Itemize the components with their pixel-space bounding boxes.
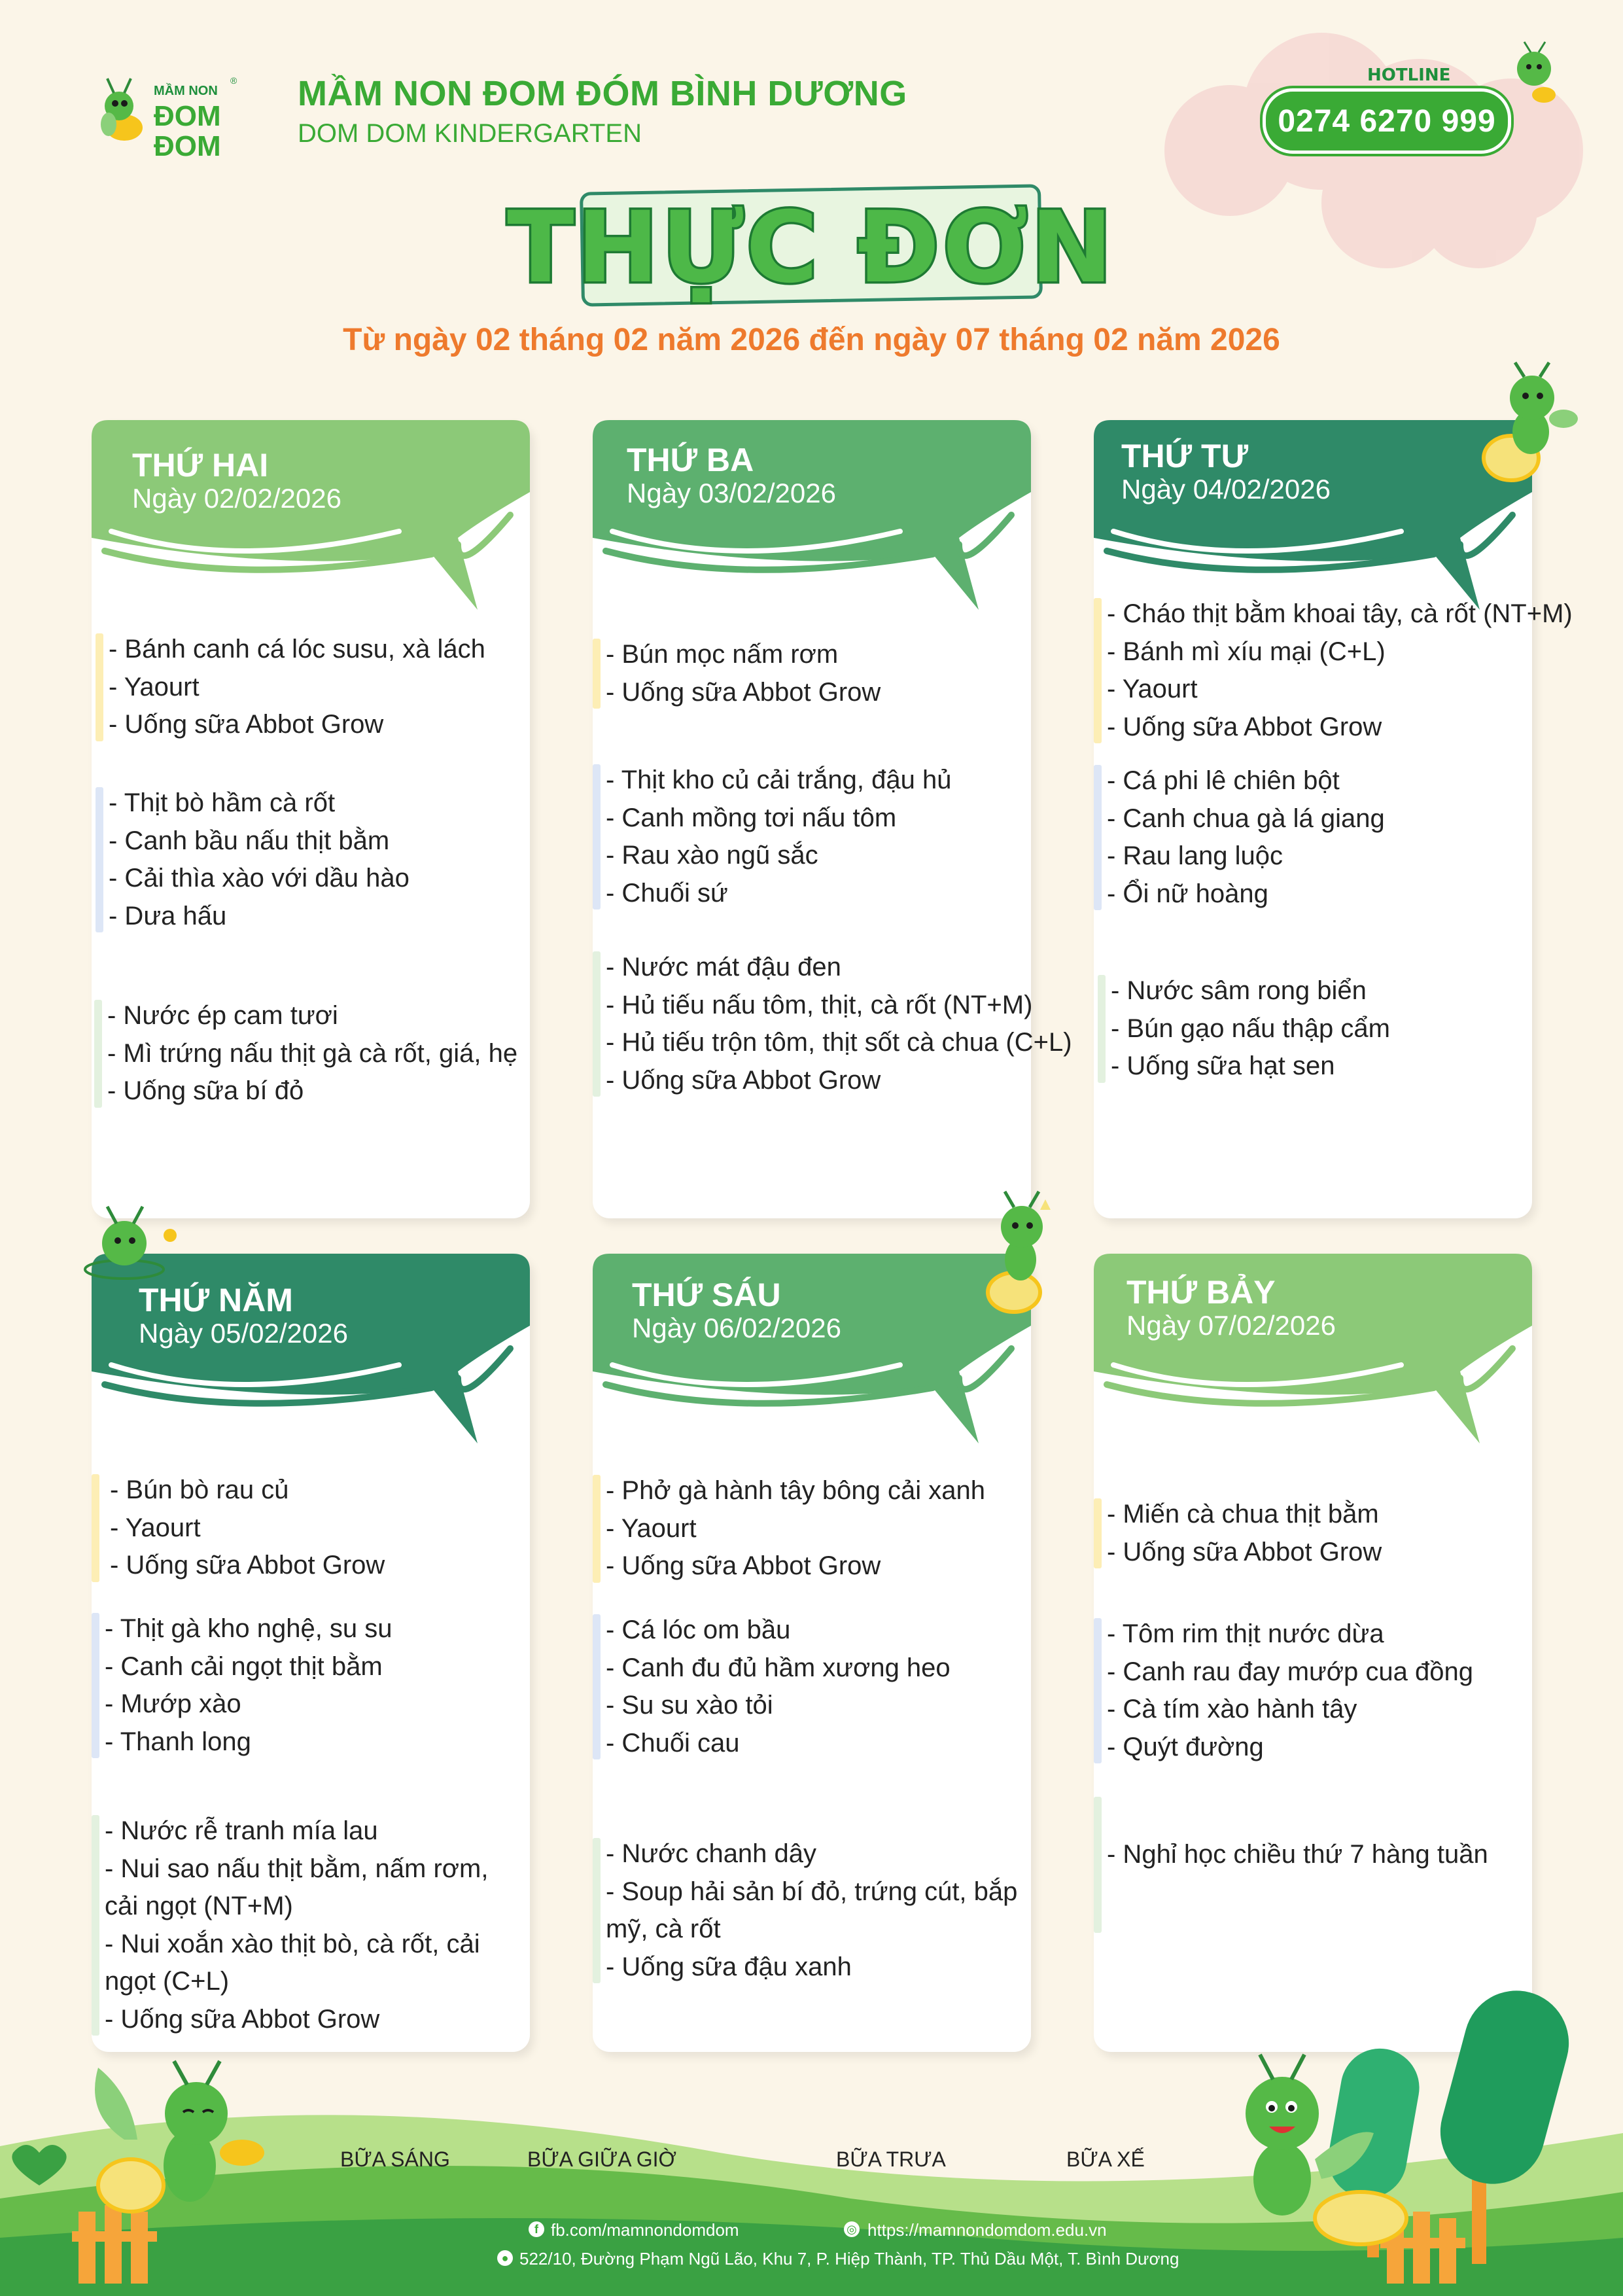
day-name: THỨ BẢY (1126, 1274, 1276, 1311)
menu-item: - Yaourt (606, 1513, 697, 1543)
day-card-monday (92, 420, 530, 1218)
menu-item: - Uống sữa bí đỏ (107, 1076, 304, 1105)
day-name: THỨ TƯ (1121, 438, 1249, 474)
firefly-mascot-icon (1472, 360, 1583, 491)
legend-breakfast: BỮA SÁNG (340, 2147, 450, 2171)
firefly-logo-icon (101, 79, 143, 141)
facebook-icon[interactable]: f (529, 2221, 544, 2237)
menu-item: - Bún gạo nấu thập cẩm (1111, 1014, 1390, 1043)
svg-text:ĐOM: ĐOM (154, 130, 221, 162)
snack-marker (92, 1613, 99, 1758)
menu-item: - Yaourt (110, 1513, 201, 1542)
menu-item: - Su su xào tỏi (606, 1691, 773, 1720)
menu-item: - Canh mồng tơi nấu tôm (606, 803, 897, 832)
menu-item: - Cá phi lê chiên bột (1107, 766, 1340, 795)
menu-item: - Yaourt (1107, 675, 1198, 703)
location-icon: ● (497, 2250, 513, 2266)
menu-item: - Thịt gà kho nghệ, su su (105, 1614, 393, 1643)
meal-breakfast (1094, 595, 1573, 746)
menu-item: - Rau xào ngũ sắc (606, 841, 818, 870)
day-date: Ngày 03/02/2026 (627, 478, 836, 508)
menu-item: - Miến cà chua thịt bằm (1107, 1500, 1379, 1528)
legend-lunch: BỮA TRƯA (836, 2147, 946, 2171)
day-name: THỨ NĂM (139, 1282, 293, 1318)
lunch-marker (593, 951, 601, 1097)
menu-item: - Thịt kho củ cải trắng, đậu hủ (606, 766, 952, 794)
svg-text:ĐOM: ĐOM (154, 100, 221, 132)
menu-item: - Cá lóc om bầu (606, 1616, 791, 1644)
menu-item: - Nui sao nấu thịt bằm, nấm rơm, cải ngọt (NT+M) (105, 1854, 489, 1920)
menu-item: - Quýt đường (1107, 1732, 1264, 1761)
menu-item: - Uống sữa đậu xanh (606, 1952, 852, 1981)
meal-breakfast (92, 1472, 385, 1585)
meal-lunch (593, 949, 1072, 1099)
menu-item: - Uống sữa hạt sen (1111, 1051, 1335, 1080)
menu-item: - Hủ tiếu trộn tôm, thịt sốt cà chua (C+L) (606, 1028, 1072, 1057)
day-card-wednesday (1094, 420, 1573, 1218)
hotline-number: 0274 6270 999 (1278, 103, 1496, 139)
menu-item: - Chuối cau (606, 1728, 740, 1757)
menu-item: - Canh rau đay mướp cua đồng (1107, 1657, 1473, 1686)
menu-item: - Canh chua gà lá giang (1107, 804, 1385, 833)
menu-item: - Nước mát đậu đen (606, 953, 841, 981)
breakfast-marker (593, 1475, 601, 1583)
day-name: THỨ HAI (132, 447, 269, 484)
meal-lunch (1098, 972, 1390, 1086)
menu-item: - Thanh long (105, 1727, 251, 1756)
snack-marker (1094, 765, 1102, 910)
breakfast-marker (1094, 598, 1102, 743)
meal-snack (92, 1610, 393, 1761)
menu-item: - Tôm rim thịt nước dừa (1107, 1619, 1384, 1648)
menu-item: - Mì trứng nấu thịt gà cà rốt, giá, hẹ (107, 1038, 518, 1068)
menu-item: - Hủ tiếu nấu tôm, thịt, cà rốt (NT+M) (606, 990, 1033, 1019)
day-name: THỨ BA (627, 442, 754, 478)
date-range: Từ ngày 02 tháng 02 năm 2026 đến ngày 07 tháng 02 năm 2026 (343, 323, 1280, 357)
meal-breakfast (96, 631, 485, 744)
day-card-saturday (1094, 1254, 1532, 2052)
menu-item: - Bún mọc nấm rơm (606, 640, 839, 669)
day-date: Ngày 05/02/2026 (139, 1318, 348, 1349)
menu-item: - Uống sữa Abbot Grow (105, 2004, 380, 2034)
menu-item: - Nước ép cam tươi (107, 1001, 338, 1030)
menu-item: - Canh đu đủ hầm xương heo (606, 1653, 951, 1682)
day-date: Ngày 04/02/2026 (1121, 474, 1331, 504)
snack-marker (593, 764, 601, 910)
breakfast-marker (92, 1474, 99, 1582)
menu-item: - Rau lang luộc (1107, 841, 1283, 870)
snack-marker (1094, 1618, 1102, 1763)
day-card-tuesday (593, 420, 1072, 1218)
meal-lunch (94, 997, 517, 1110)
facebook-link[interactable]: fb.com/mamnondomdom (551, 2220, 739, 2240)
page-title (507, 183, 1115, 308)
lunch-marker (94, 1000, 102, 1108)
hotline-label: HOTLINE (1367, 65, 1451, 85)
menu-item: - Nước chanh dây (606, 1839, 817, 1868)
menu-item: - Uống sữa Abbot Grow (110, 1551, 385, 1580)
day-date: Ngày 02/02/2026 (132, 483, 341, 514)
menu-item: - Soup hải sản bí đỏ, trứng cút, bắp mỹ, cà rốt (606, 1877, 1018, 1943)
hotline-button[interactable] (1263, 88, 1511, 154)
legend-snack: BỮA GIỮA GIỜ (527, 2147, 676, 2171)
svg-text:®: ® (230, 75, 237, 86)
meal-lunch (1094, 1836, 1488, 1874)
menu-item: - Cháo thịt bằm khoai tây, cà rốt (NT+M) (1107, 599, 1573, 628)
school-subtitle: DOM DOM KINDERGARTEN (298, 119, 642, 148)
snack-marker (593, 1614, 601, 1759)
website-link[interactable]: https://mamnondomdom.edu.vn (867, 2220, 1107, 2240)
website-icon[interactable]: ◎ (844, 2221, 860, 2237)
meal-snack (593, 762, 951, 912)
menu-item: - Cải thìa xào với dầu hào (109, 864, 410, 892)
firefly-mascot-icon (72, 1197, 190, 1289)
breakfast-marker (96, 633, 103, 741)
meal-snack (1094, 762, 1385, 913)
menu-item: - Nui xoắn xào thịt bò, cà rốt, cải ngọt (C+L) (105, 1929, 480, 1996)
menu-item: - Mướp xào (105, 1689, 241, 1718)
meal-snack (96, 785, 410, 935)
address-text: 522/10, Đường Phạm Ngũ Lão, Khu 7, P. Hiệp Thành, TP. Thủ Dầu Một, T. Bình Dương (519, 2249, 1179, 2269)
meal-snack (1094, 1616, 1473, 1766)
day-date: Ngày 06/02/2026 (632, 1313, 841, 1343)
menu-item: - Uống sữa Abbot Grow (606, 1065, 881, 1095)
meal-breakfast (1094, 1496, 1382, 1571)
title-text: THỰC ĐƠN (507, 191, 1115, 305)
menu-item: - Nghỉ học chiều thứ 7 hàng tuần (1107, 1840, 1488, 1869)
menu-item: - Uống sữa Abbot Grow (606, 677, 881, 707)
legend-afternoon: BỮA XẾ (1066, 2147, 1145, 2171)
meal-breakfast (593, 1472, 985, 1585)
menu-item: - Uống sữa Abbot Grow (606, 1551, 881, 1580)
breakfast-marker (593, 639, 601, 709)
menu-item: - Bánh mì xíu mại (C+L) (1107, 637, 1386, 666)
lunch-marker (1094, 1797, 1102, 1933)
menu-item: - Canh bầu nấu thịt bằm (109, 826, 390, 855)
snack-marker (96, 787, 103, 932)
menu-item: - Nước rễ tranh mía lau (105, 1816, 378, 1845)
day-card-friday (593, 1254, 1031, 2052)
day-name: THỨ SÁU (632, 1277, 781, 1313)
menu-item: - Nước sâm rong biển (1111, 976, 1367, 1005)
menu-item: - Bánh canh cá lóc susu, xà lách (109, 635, 485, 663)
day-card-thursday (92, 1254, 530, 2052)
menu-item: - Uống sữa Abbot Grow (1107, 712, 1382, 741)
logo-text-top: MẦM NON (154, 84, 218, 98)
menu-item: - Yaourt (109, 672, 200, 701)
meal-lunch (593, 1835, 1031, 1986)
menu-item: - Dưa hấu (109, 901, 227, 930)
lunch-marker (593, 1838, 601, 1983)
firefly-mascot-icon (968, 1188, 1073, 1318)
menu-item: - Thịt bò hầm cà rốt (109, 788, 336, 817)
school-logo (92, 65, 249, 164)
menu-item: - Ổi nữ hoàng (1107, 879, 1268, 908)
meal-snack (593, 1612, 951, 1762)
meal-breakfast (593, 636, 881, 711)
day-date: Ngày 07/02/2026 (1126, 1310, 1336, 1341)
menu-item: - Phở gà hành tây bông cải xanh (606, 1476, 985, 1505)
menu-item: - Uống sữa Abbot Grow (109, 710, 384, 739)
menu-item: - Bún bò rau củ (110, 1475, 289, 1504)
breakfast-marker (1094, 1498, 1102, 1568)
menu-item: - Canh cải ngọt thịt bằm (105, 1651, 383, 1681)
menu-item: - Uống sữa Abbot Grow (1107, 1537, 1382, 1566)
lunch-marker (1098, 975, 1106, 1083)
menu-item: - Cà tím xào hành tây (1107, 1695, 1357, 1723)
school-name: MẦM NON ĐOM ĐÓM BÌNH DƯƠNG (298, 74, 907, 113)
menu-item: - Chuối sứ (606, 878, 728, 908)
